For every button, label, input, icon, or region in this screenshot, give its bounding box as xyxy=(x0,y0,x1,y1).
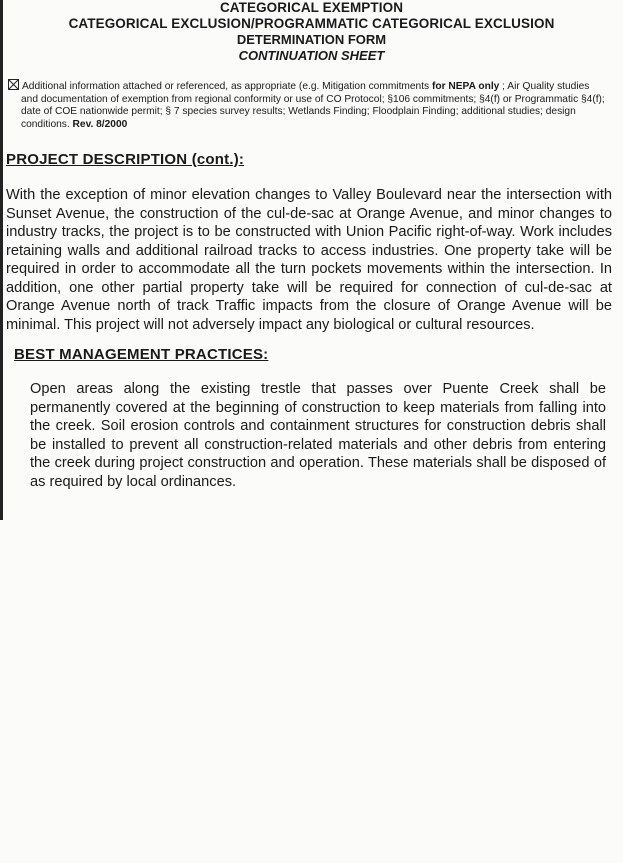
note-bold-text: for NEPA only xyxy=(431,81,500,92)
project-description-title: PROJECT DESCRIPTION (cont.): xyxy=(6,151,245,168)
checked-box-icon[interactable] xyxy=(8,79,19,90)
header-line-1: CATEGORICAL EXEMPTION xyxy=(219,0,404,15)
revision-date: Rev. 8/2000 xyxy=(72,118,128,130)
header-line-4: CONTINUATION SHEET xyxy=(238,48,385,63)
note-line-3: date of COE nationwide permit; § 7 species survey results; Wetlands Finding; Floodplain Finding; additional studies; design xyxy=(21,106,576,118)
form-header xyxy=(0,0,623,64)
note-text: ; Air Quality studies xyxy=(499,81,590,92)
note-text: Additional information attached or referenced, as appropriate (e.g. Mitigation commitments xyxy=(22,81,432,92)
best-management-title: BEST MANAGEMENT PRACTICES: xyxy=(14,346,269,363)
note-line-2: and documentation of exemption from regional conformity or use of CO Protocol; §106 commitments; §4(f) or Programmatic §4(f); xyxy=(21,93,605,105)
note-line-4 xyxy=(8,119,613,132)
additional-info-note xyxy=(8,79,613,131)
note-line-1 xyxy=(8,79,613,94)
header-line-2: CATEGORICAL EXCLUSION/PROGRAMMATIC CATEGORICAL EXCLUSION xyxy=(68,16,555,31)
note-text: conditions. xyxy=(21,118,73,130)
best-management-text: Open areas along the existing trestle that passes over Puente Creek shall be permanently covered at the beginning of construction to keep materials from falling into the creek. Soil erosion controls and containment structures for construction debris shall be installed to prevent all construction-related materials and other debris from entering the creek during project construction and operation. These materials shall be disposed of as required by local ordinances. xyxy=(30,381,606,490)
header-line-3: DETERMINATION FORM xyxy=(236,32,387,47)
project-description-text: With the exception of minor elevation changes to Valley Boulevard near the intersection with Sunset Avenue, the construction of the cul-de-sac at Orange Avenue, and minor changes to industry tracks, the project is to be constructed with Union Pacific right-of-way. Work includes retaining walls and additional railroad tracks to access industries. One property take will be required in order to accommodate all the turn pockets movements within the intersection. In addition, one other partial property take will be required for connection of cul-de-sac at Orange Avenue north of track Traffic impacts from the closure of Orange Avenue will be minimal. This project will not adversely impact any biological or cultural resources. xyxy=(6,187,612,333)
page-edge-bar xyxy=(0,0,3,520)
